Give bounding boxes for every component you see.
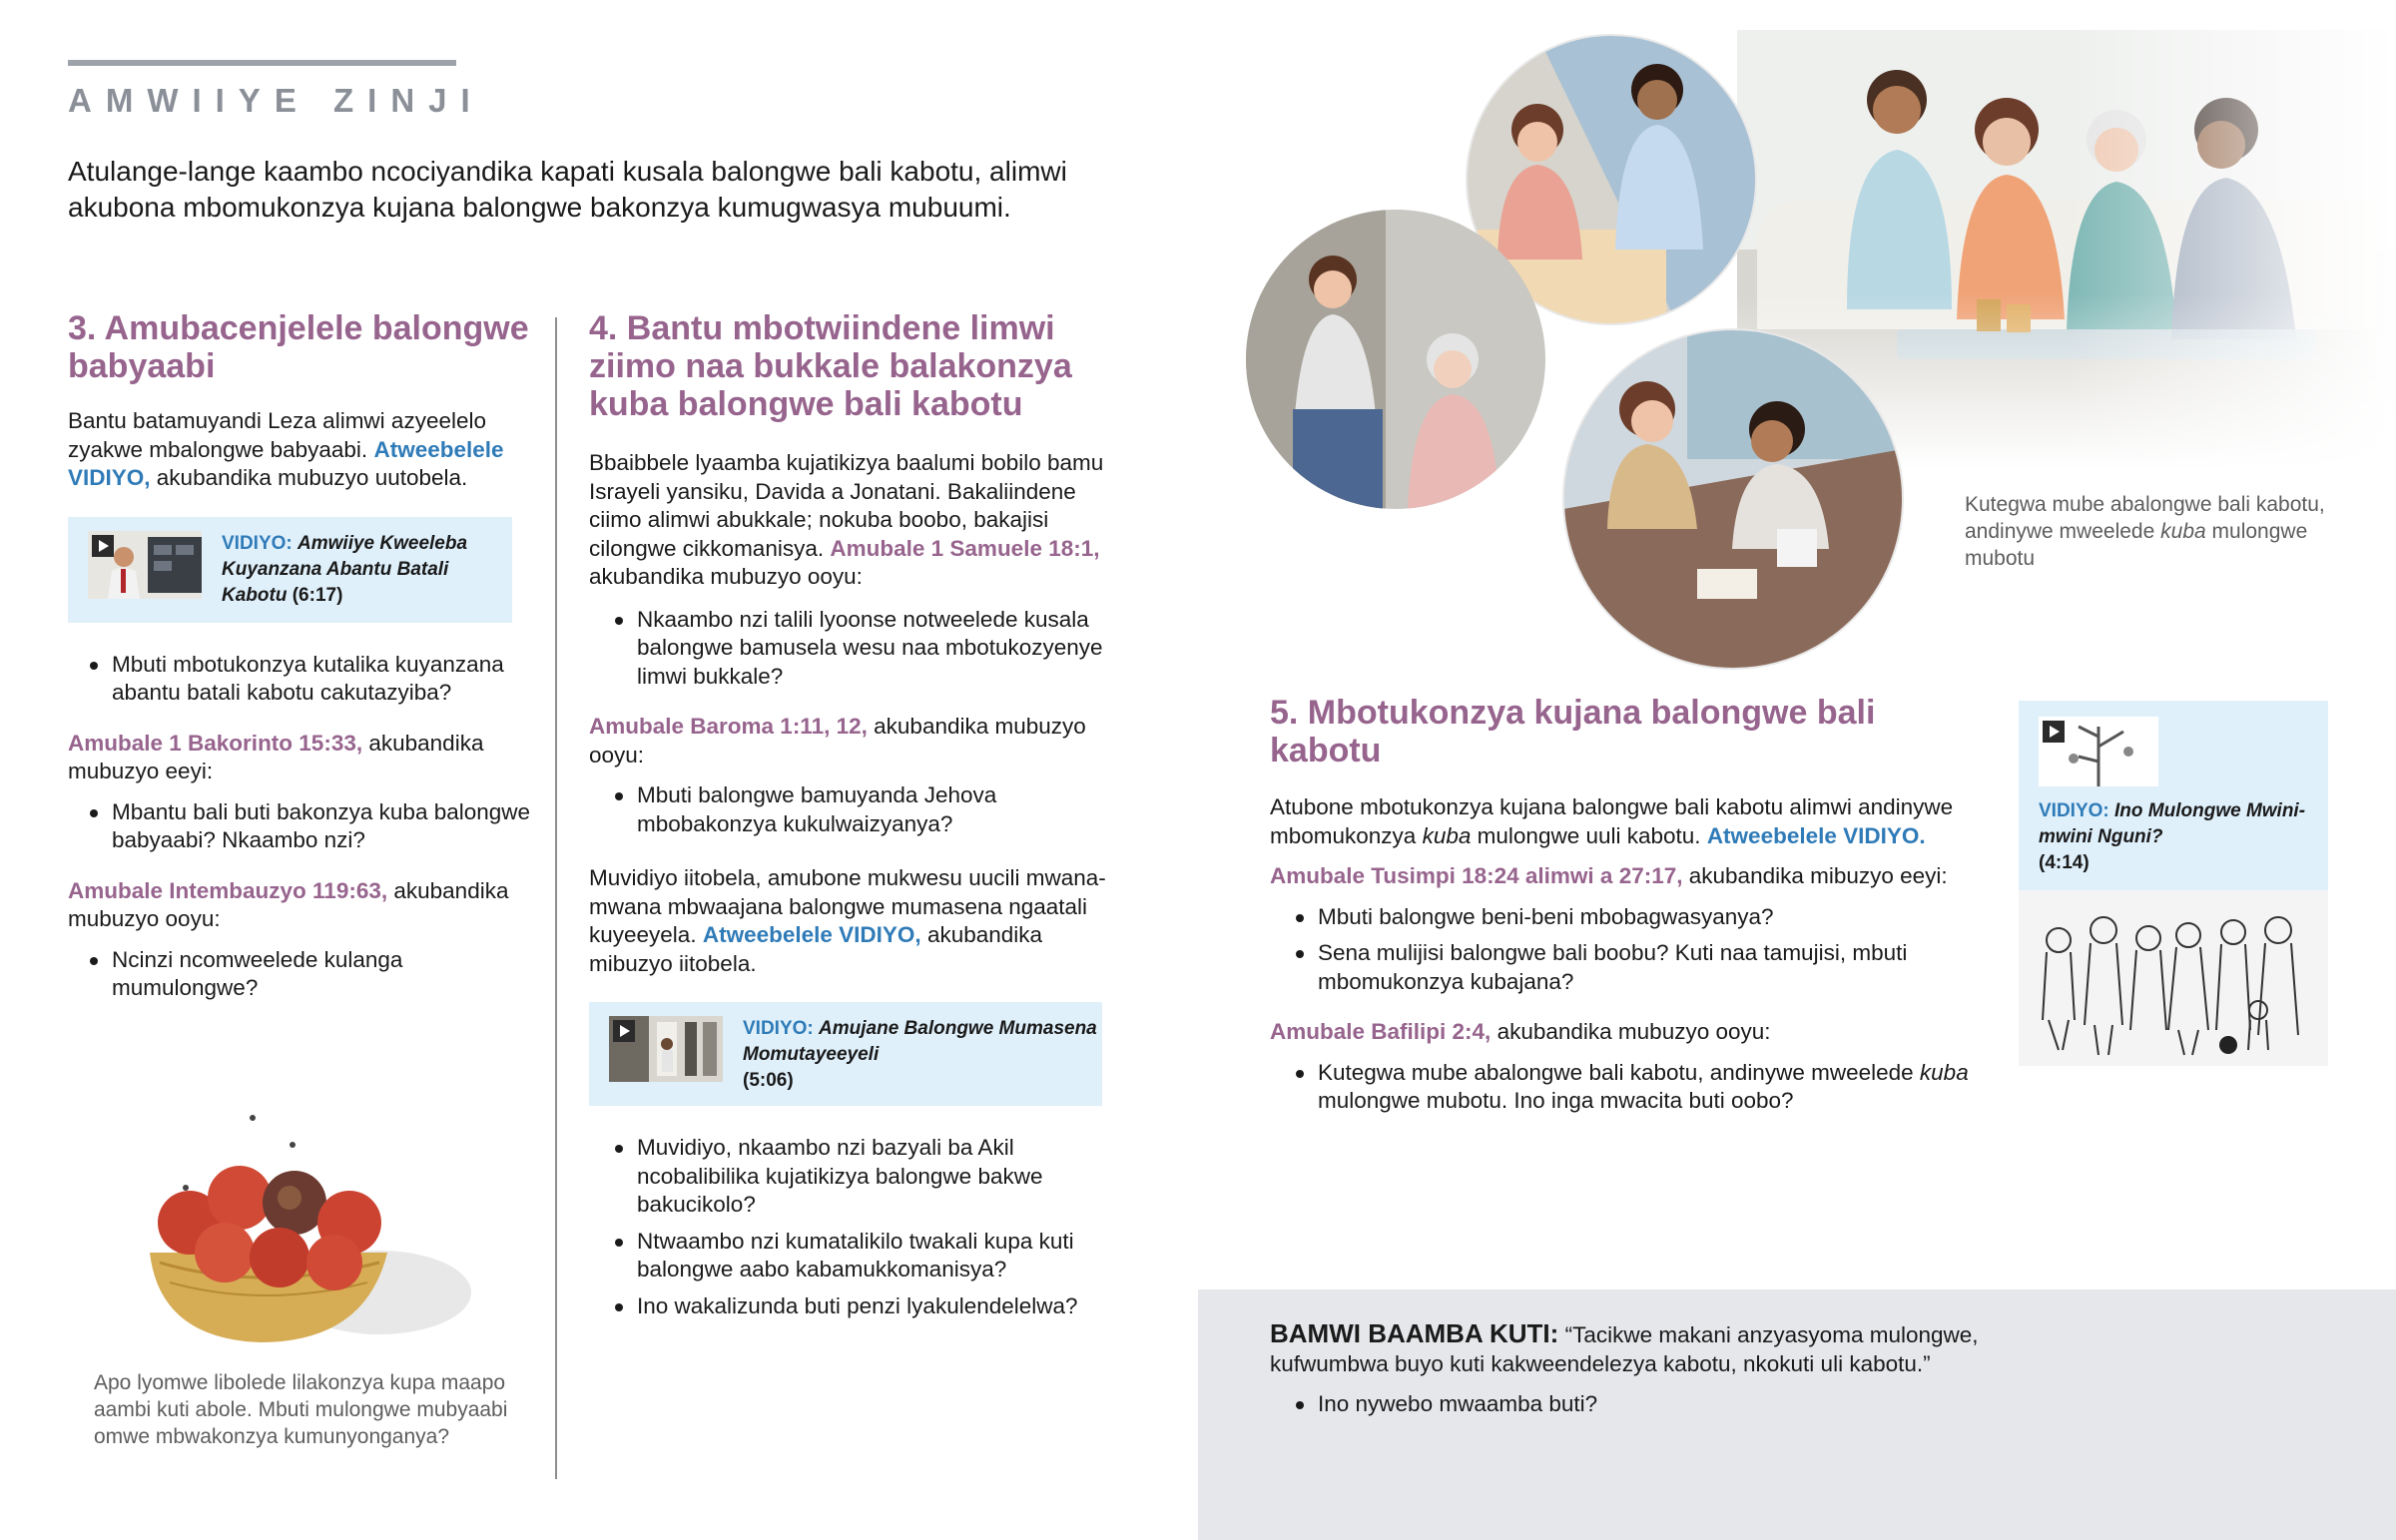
video-caption: VIDIYO: Amujane Balongwe Mumasena Momutayeeyeli (5:06) <box>743 1018 1097 1091</box>
video-thumbnail[interactable] <box>609 1016 723 1082</box>
scripture-prompt: Amubale Bafilipi 2:4, akubandika mubuzyo ooyu: <box>1270 1019 1771 1044</box>
video-duration: (5:06) <box>743 1070 794 1091</box>
video-card[interactable] <box>589 1002 1102 1106</box>
question-list <box>64 798 537 855</box>
people-line-drawing <box>2019 890 2328 1066</box>
header-rule <box>68 60 456 66</box>
scripture-reference: Amubale 1 Bakorinto 15:33, <box>68 730 363 756</box>
question-list <box>589 1134 1128 1320</box>
photo-caption: Kutegwa mube abalongwe bali kabotu, andinywe mweelede kuba mulongwe mubotu <box>1965 493 2325 570</box>
video-duration: (6:17) <box>292 584 343 606</box>
list-item: Mbuti mbotukonzya kutalika kuyanzana abantu batali kabotu cakutazyiba? <box>64 651 537 708</box>
section-4-paragraph: Bbaibbele lyaamba kujatikizya baalumi bobilo bamu Israyeli yansiku, Davida a Jonatani. Bakaliindene ciimo alimwi abukkale; nokuba boobo, bakajisi cilongwe cikkomanisya. Amubale 1 Samuele 18:1, akubandika mubuzyo ooyu: <box>589 450 1104 589</box>
section-5-paragraph: Atubone mbotukonzya kujana balongwe bali kabotu alimwi andinywe mbomukonzya kuba mulongwe uuli kabotu. Atweebelele VIDIYO. <box>1270 794 1954 848</box>
play-icon <box>92 535 114 557</box>
question-list <box>1270 1390 2029 1419</box>
video-title: Ino Mulongwe Mwini-mwini Nguni? <box>2039 800 2306 847</box>
watch-video-link[interactable]: Atweebelele VIDIYO. <box>1706 822 1926 848</box>
question-list <box>589 781 1128 838</box>
scripture-reference: Amubale Baroma 1:11, 12, <box>589 714 868 739</box>
section-4-paragraph-2: Muvidiyo iitobela, amubone mukwesu uucili mwana-mwana mbwaajana balongwe mumasena ngaatali kuyeeyela. Atweebelele VIDIYO, akubandika mibuzyo iitobela. <box>589 865 1106 976</box>
section-5 <box>1270 694 1989 1124</box>
friends-photo-collage <box>1238 30 2396 679</box>
watch-video-link[interactable]: Atweebelele VIDIYO, <box>68 436 504 490</box>
question-list <box>1270 903 1989 997</box>
column-divider <box>555 317 557 1479</box>
list-item: Mbantu bali buti bakonzya kuba balongwe babyaabi? Nkaambo nzi? <box>64 798 537 855</box>
list-item: Mbuti balongwe beni-beni mbobagwasyanya? <box>1270 903 1989 932</box>
apple-caption: Apo lyomwe libolede lilakonzya kupa maapo aambi kuti abole. Mbuti mulongwe mubyaabi omwe mbwakonzya kumunyonganya? <box>94 1371 508 1448</box>
watch-video-link[interactable]: Atweebelele VIDIYO, <box>702 922 921 947</box>
list-item: Nkaambo nzi talili lyoonse notweelede kusala balongwe bamusela wesu naa mbotukozyenye limwi bukkale? <box>589 606 1128 692</box>
section-3 <box>68 309 537 1011</box>
question-list <box>64 651 537 708</box>
scripture-prompt: Amubale Tusimpi 18:24 alimwi a 27:17, akubandika mibuzyo eeyi: <box>1270 863 1948 888</box>
list-item: Ino nywebo mwaamba buti? <box>1270 1390 2029 1419</box>
video-card[interactable] <box>68 517 512 623</box>
scripture-reference: Amubale Intembauzyo 119:63, <box>68 877 388 903</box>
list-item: Ncinzi ncomweelede kulanga mumulongwe? <box>64 946 537 1003</box>
section-kicker: AMWIIYE ZINJI <box>68 82 484 119</box>
video-caption: VIDIYO: Ino Mulongwe Mwini-mwini Nguni? (4:14) <box>2039 800 2306 873</box>
section-4 <box>589 309 1128 1328</box>
bamwi-baamba-block <box>1270 1319 2029 1427</box>
question-list <box>589 606 1128 692</box>
video-title: Amwiiye Kweeleba Kuyanzana Abantu Batali Kabotu <box>222 532 468 606</box>
bamwi-quote: BAMWI BAAMBA KUTI: “Tacikwe makani anzyasyoma mulongwe, kufwumbwa buyo kuti kakweendelezya kabotu, nkokuti uli kabotu.” <box>1270 1318 1979 1376</box>
list-item: Mbuti balongwe bamuyanda Jehova mbobakonzya kukulwaizyanya? <box>589 781 1128 838</box>
section-3-paragraph: Bantu batamuyandi Leza alimwi azyeelelo zyakwe mbalongwe babyaabi. Atweebelele VIDIYO, akubandika mubuzyo uutobela. <box>68 408 504 490</box>
list-item: Kutegwa mube abalongwe bali kabotu, andinywe mweelede kuba mulongwe mubotu. Ino inga mwacita buti oobo? <box>1270 1059 1989 1116</box>
scripture-reference: Amubale Tusimpi 18:24 alimwi a 27:17, <box>1270 863 1683 888</box>
question-list <box>1270 1059 1989 1116</box>
video-caption: VIDIYO: Amwiiye Kweeleba Kuyanzana Abantu Batali Kabotu (6:17) <box>222 532 468 606</box>
apple-bowl-illustration <box>130 1103 479 1352</box>
list-item: Ntwaambo nzi kumatalikilo twakali kupa kuti balongwe aabo kabamukkomanisya? <box>589 1228 1128 1284</box>
section-5-title: 5. Mbotukonzya kujana balongwe bali kabotu <box>1270 694 1876 770</box>
intro-paragraph: Atulange-lange kaambo ncociyandika kapati kusala balongwe bali kabotu, alimwi akubona mbomukonzya kujana balongwe bakonzya kumugwasya mubuumi. <box>68 156 1067 223</box>
scripture-prompt: Amubale Intembauzyo 119:63, akubandika mubuzyo ooyu: <box>68 877 509 931</box>
video-thumbnail[interactable] <box>2039 717 2158 786</box>
scripture-reference: Amubale 1 Samuele 18:1, <box>830 535 1100 561</box>
scripture-prompt: Amubale 1 Bakorinto 15:33, akubandika mubuzyo eeyi: <box>68 730 484 783</box>
scripture-reference: Amubale Bafilipi 2:4, <box>1270 1019 1492 1044</box>
section-3-title: 3. Amubacenjelele balongwe babyaabi <box>68 309 529 385</box>
video-thumbnail[interactable] <box>88 531 202 599</box>
video-title: Amujane Balongwe Mumasena Momutayeeyeli <box>743 1018 1097 1065</box>
list-item: Ino wakalizunda buti penzi lyakulendelelwa? <box>589 1292 1128 1321</box>
video-duration: (4:14) <box>2039 852 2090 873</box>
section-4-title: 4. Bantu mbotwiindene limwi ziimo naa bukkale balakonzya kuba balongwe bali kabotu <box>589 309 1072 423</box>
play-icon <box>2043 721 2065 743</box>
video-card[interactable] <box>2019 701 2328 1066</box>
question-list <box>64 946 537 1003</box>
bamwi-label: BAMWI BAAMBA KUTI: <box>1270 1318 1559 1348</box>
list-item: Muvidiyo, nkaambo nzi bazyali ba Akil ncobalibilika kujatikizya balongwe bakwe bakucikolo? <box>589 1134 1128 1220</box>
play-icon <box>613 1020 635 1042</box>
list-item: Sena mulijisi balongwe bali boobu? Kuti naa tamujisi, mbuti mbomukonzya kubajana? <box>1270 939 1989 996</box>
scripture-prompt: Amubale Baroma 1:11, 12, akubandika mubuzyo ooyu: <box>589 714 1086 768</box>
